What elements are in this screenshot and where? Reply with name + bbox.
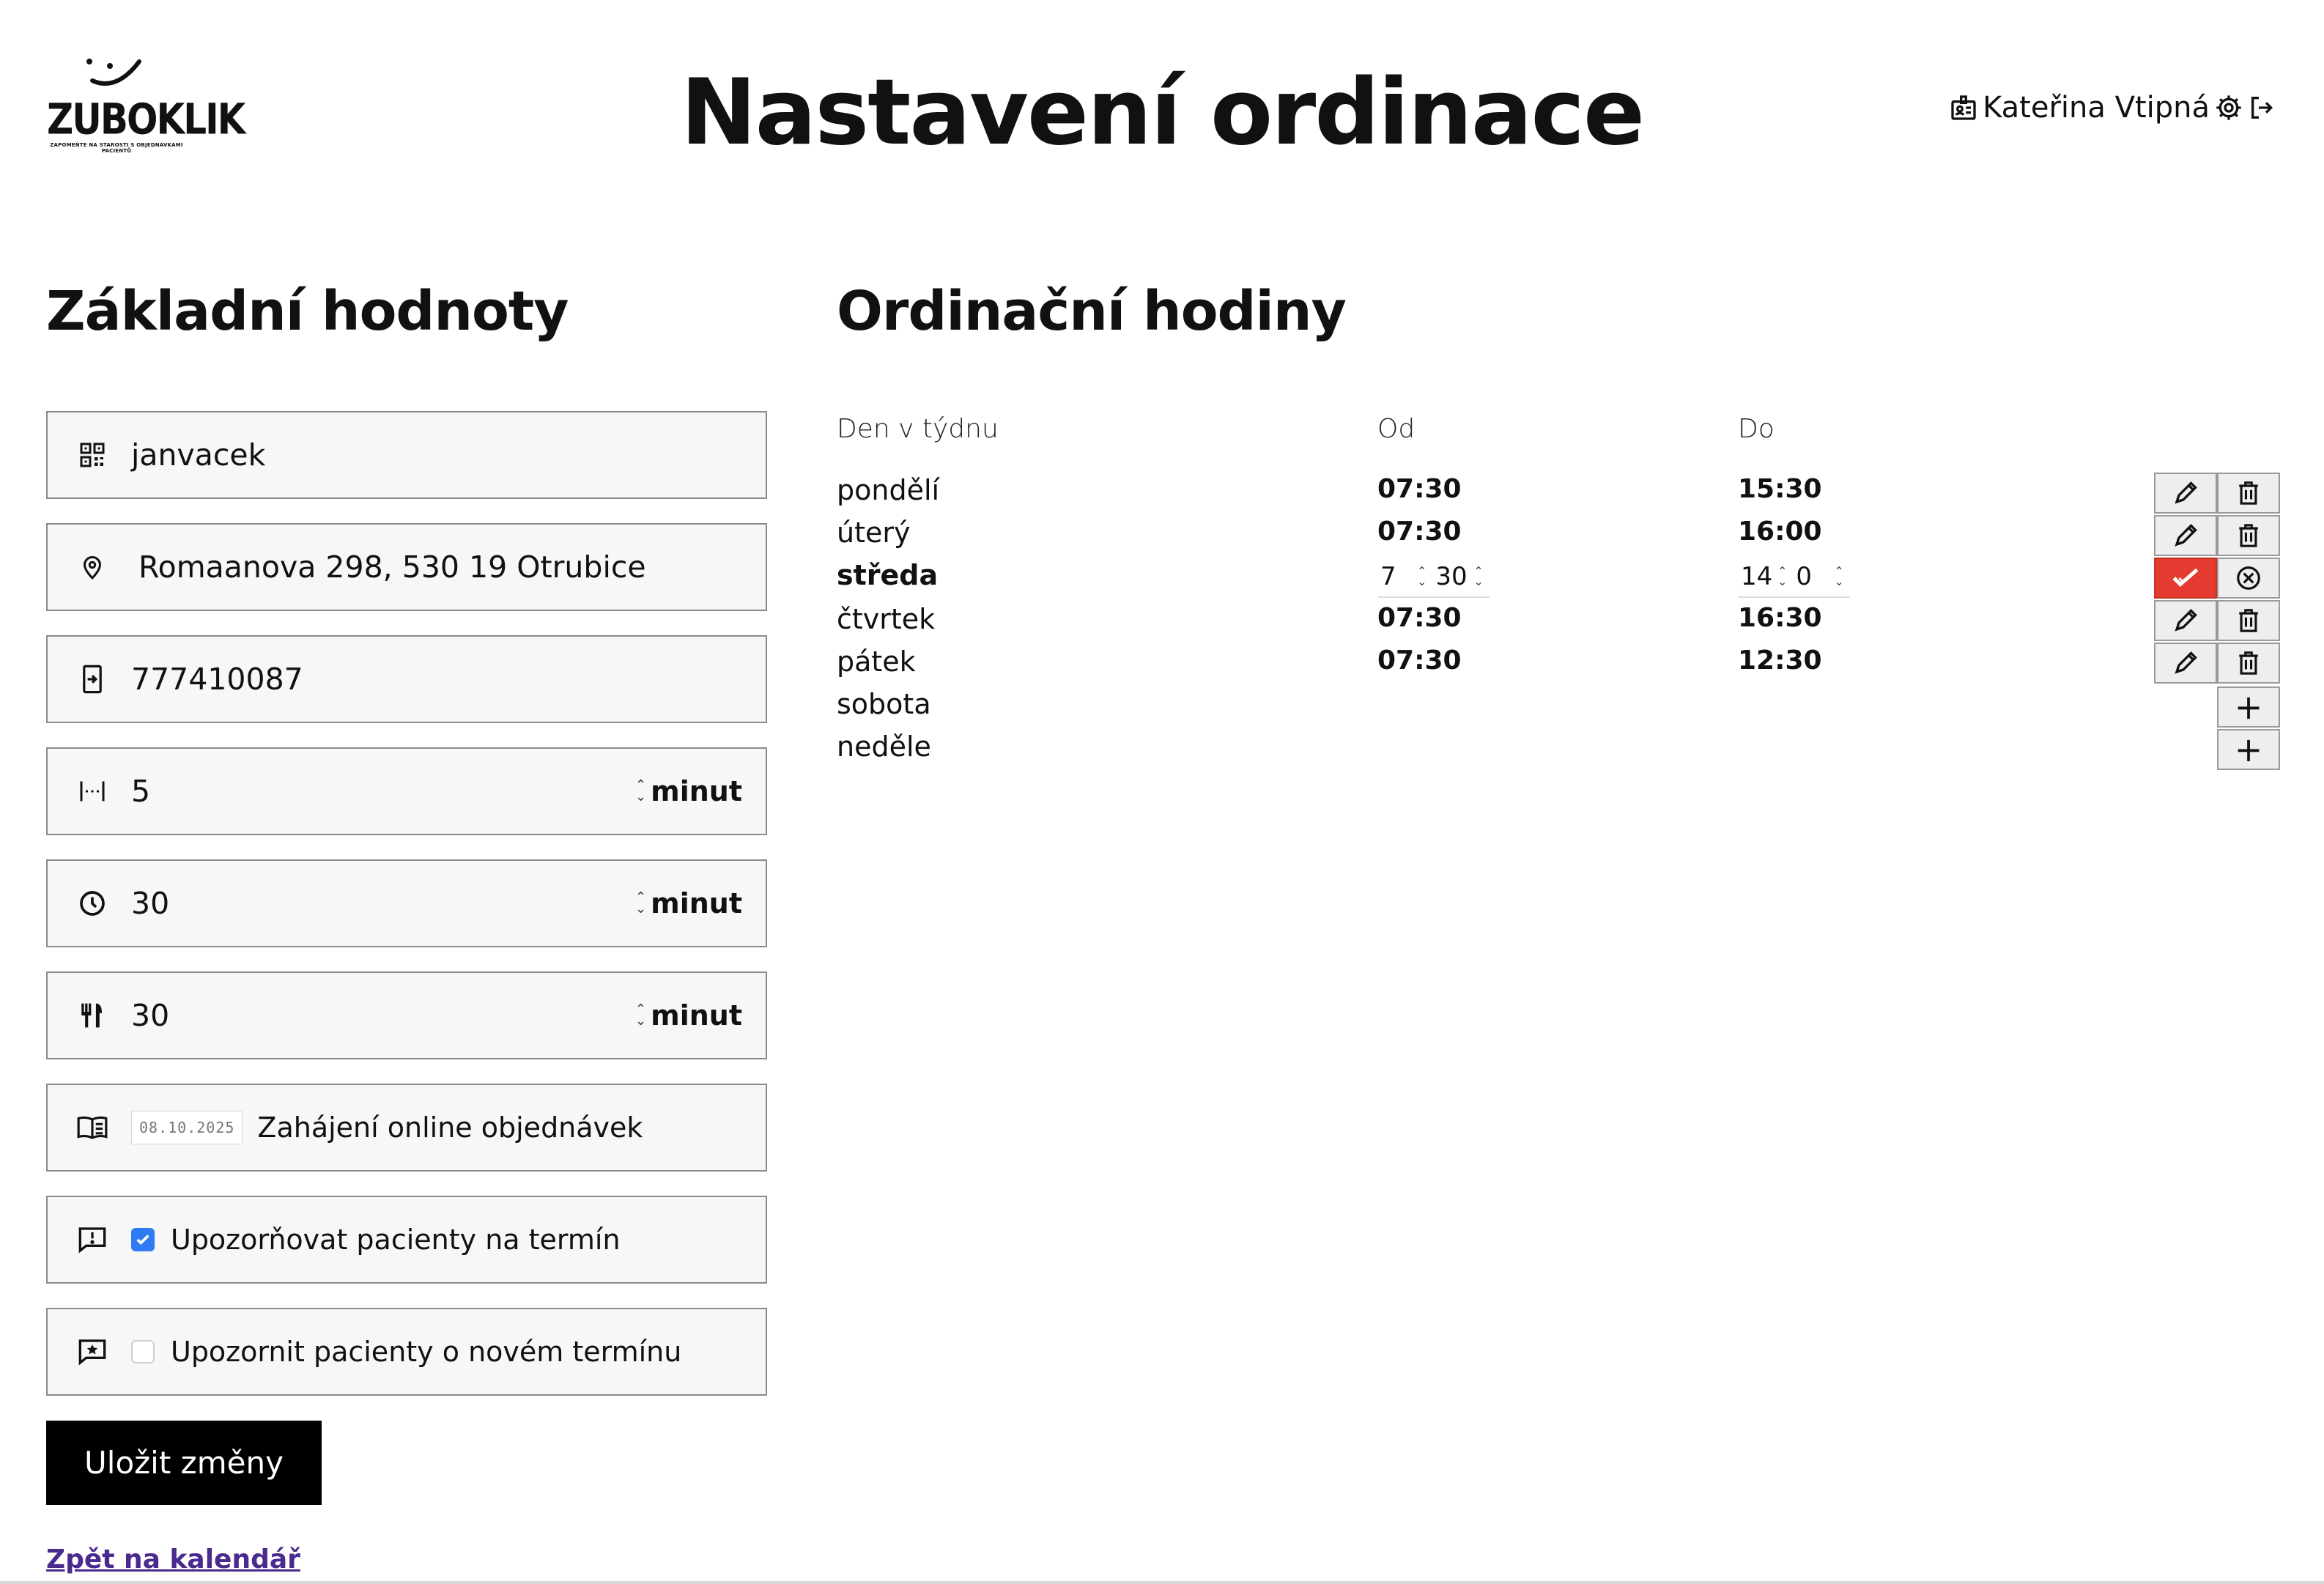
page-title: Nastavení ordinace [680, 60, 1644, 166]
col-from-header: Od [1377, 414, 1416, 444]
plus-icon: + [2234, 730, 2263, 769]
phone-login-icon [71, 664, 114, 695]
day-monday: pondělí [837, 474, 940, 506]
pencil-icon [2172, 650, 2199, 676]
notify-new-checkbox[interactable] [131, 1340, 155, 1363]
edit-tuesday-button[interactable] [2154, 515, 2217, 556]
from-hour-spinner[interactable]: ⌃ ⌄ [1417, 564, 1427, 588]
from-minute-spinner[interactable]: ⌃ ⌄ [1473, 564, 1484, 588]
to-thursday: 16:30 [1738, 603, 1822, 633]
delete-tuesday-button[interactable] [2217, 515, 2280, 556]
qr-code-icon [71, 442, 114, 468]
start-date-field[interactable] [46, 1084, 767, 1172]
lunch-unit: minut [651, 999, 742, 1032]
trash-icon [2237, 608, 2260, 633]
to-friday: 12:30 [1738, 645, 1822, 676]
trash-icon [2237, 651, 2260, 676]
username-field[interactable] [46, 411, 767, 499]
delete-friday-button[interactable] [2217, 643, 2280, 684]
cancel-wednesday-button[interactable] [2217, 558, 2280, 599]
interval-spinner[interactable]: ⌃ ⌄ [635, 777, 647, 804]
day-sunday: neděle [837, 730, 931, 763]
to-minute-input[interactable]: 0 [1796, 562, 1813, 591]
from-hour-input[interactable]: 7 [1380, 562, 1396, 591]
clock-icon [71, 889, 114, 918]
book-icon [71, 1114, 114, 1141]
cutlery-icon [71, 1001, 114, 1030]
username-value: janvacek [131, 437, 266, 473]
to-hour-input[interactable]: 14 [1741, 562, 1773, 591]
from-minute-input[interactable]: 30 [1435, 562, 1468, 591]
to-wednesday-input [1738, 557, 1850, 598]
lunch-value: 30 [131, 998, 170, 1033]
address-value: Romaanova 298, 530 19 Otrubice [138, 549, 646, 585]
from-thursday: 07:30 [1377, 603, 1462, 633]
delete-monday-button[interactable] [2217, 473, 2280, 514]
notify-field [46, 1196, 767, 1284]
edit-friday-button[interactable] [2154, 643, 2217, 684]
day-friday: pátek [837, 645, 916, 678]
pencil-icon [2172, 522, 2199, 549]
gear-icon[interactable] [2214, 93, 2243, 122]
interval-unit: minut [651, 775, 742, 807]
edit-monday-button[interactable] [2154, 473, 2217, 514]
from-friday: 07:30 [1377, 645, 1462, 676]
phone-field[interactable] [46, 635, 767, 723]
col-day-header: Den v týdnu [837, 414, 999, 444]
start-date-label: Zahájení online objednávek [257, 1111, 643, 1144]
to-hour-spinner[interactable]: ⌃ ⌄ [1777, 564, 1788, 588]
lunch-field[interactable] [46, 972, 767, 1059]
col-to-header: Do [1738, 414, 1775, 444]
trash-icon [2237, 481, 2260, 506]
logo-tagline: ZAPOMEŇTE NA STAROSTI S OBJEDNÁVKAMI PACIENTŮ [50, 142, 183, 154]
notify-new-field [46, 1308, 767, 1396]
star-message-icon [71, 1338, 114, 1366]
interval-value: 5 [131, 774, 151, 809]
alert-message-icon [71, 1226, 114, 1254]
duration-unit: minut [651, 887, 742, 919]
logout-icon[interactable] [2248, 93, 2277, 122]
pencil-icon [2172, 480, 2199, 506]
pencil-icon [2172, 607, 2199, 634]
from-monday: 07:30 [1377, 474, 1462, 504]
confirm-wednesday-button[interactable] [2154, 558, 2217, 599]
plus-icon: + [2234, 687, 2263, 727]
start-date-input[interactable]: 08.10.2025 [131, 1111, 243, 1144]
day-tuesday: úterý [837, 517, 911, 549]
lunch-spinner[interactable]: ⌃ ⌄ [635, 1002, 647, 1029]
notify-checkbox[interactable] [131, 1228, 155, 1251]
user-menu [1949, 91, 2277, 125]
cancel-icon [2235, 564, 2262, 592]
location-pin-icon [71, 552, 114, 582]
basic-heading: Základní hodnoty [46, 280, 569, 343]
address-field[interactable] [46, 523, 767, 611]
day-wednesday: středa [837, 559, 939, 591]
delete-thursday-button[interactable] [2217, 600, 2280, 641]
interval-field[interactable] [46, 747, 767, 835]
duration-value: 30 [131, 886, 170, 921]
notify-new-label: Upozornit pacienty o novém termínu [171, 1336, 682, 1368]
save-button[interactable]: Uložit změny [46, 1421, 322, 1505]
notify-label: Upozorňovat pacienty na termín [171, 1224, 621, 1256]
user-name[interactable]: Kateřina Vtipná [1983, 91, 2210, 125]
badge-icon [1949, 93, 1978, 122]
day-thursday: čtvrtek [837, 603, 936, 635]
add-saturday-button[interactable] [2217, 686, 2280, 728]
duration-spinner[interactable]: ⌃ ⌄ [635, 889, 647, 917]
trash-icon [2237, 523, 2260, 548]
footer-divider [0, 1581, 2324, 1584]
from-wednesday-input [1377, 557, 1489, 598]
to-monday: 15:30 [1738, 474, 1822, 504]
back-to-calendar-link[interactable]: Zpět na kalendář [46, 1544, 300, 1574]
logo-wordmark: ZUBOKLIK [47, 95, 245, 144]
interval-icon [71, 778, 114, 804]
add-sunday-button[interactable] [2217, 729, 2280, 770]
edit-thursday-button[interactable] [2154, 600, 2217, 641]
to-tuesday: 16:00 [1738, 517, 1822, 547]
phone-value: 777410087 [131, 662, 303, 697]
from-tuesday: 07:30 [1377, 517, 1462, 547]
to-minute-spinner[interactable]: ⌃ ⌄ [1834, 564, 1844, 588]
check-icon [2171, 566, 2200, 590]
duration-field[interactable] [46, 859, 767, 947]
day-saturday: sobota [837, 688, 931, 720]
hours-heading: Ordinační hodiny [837, 280, 1346, 343]
